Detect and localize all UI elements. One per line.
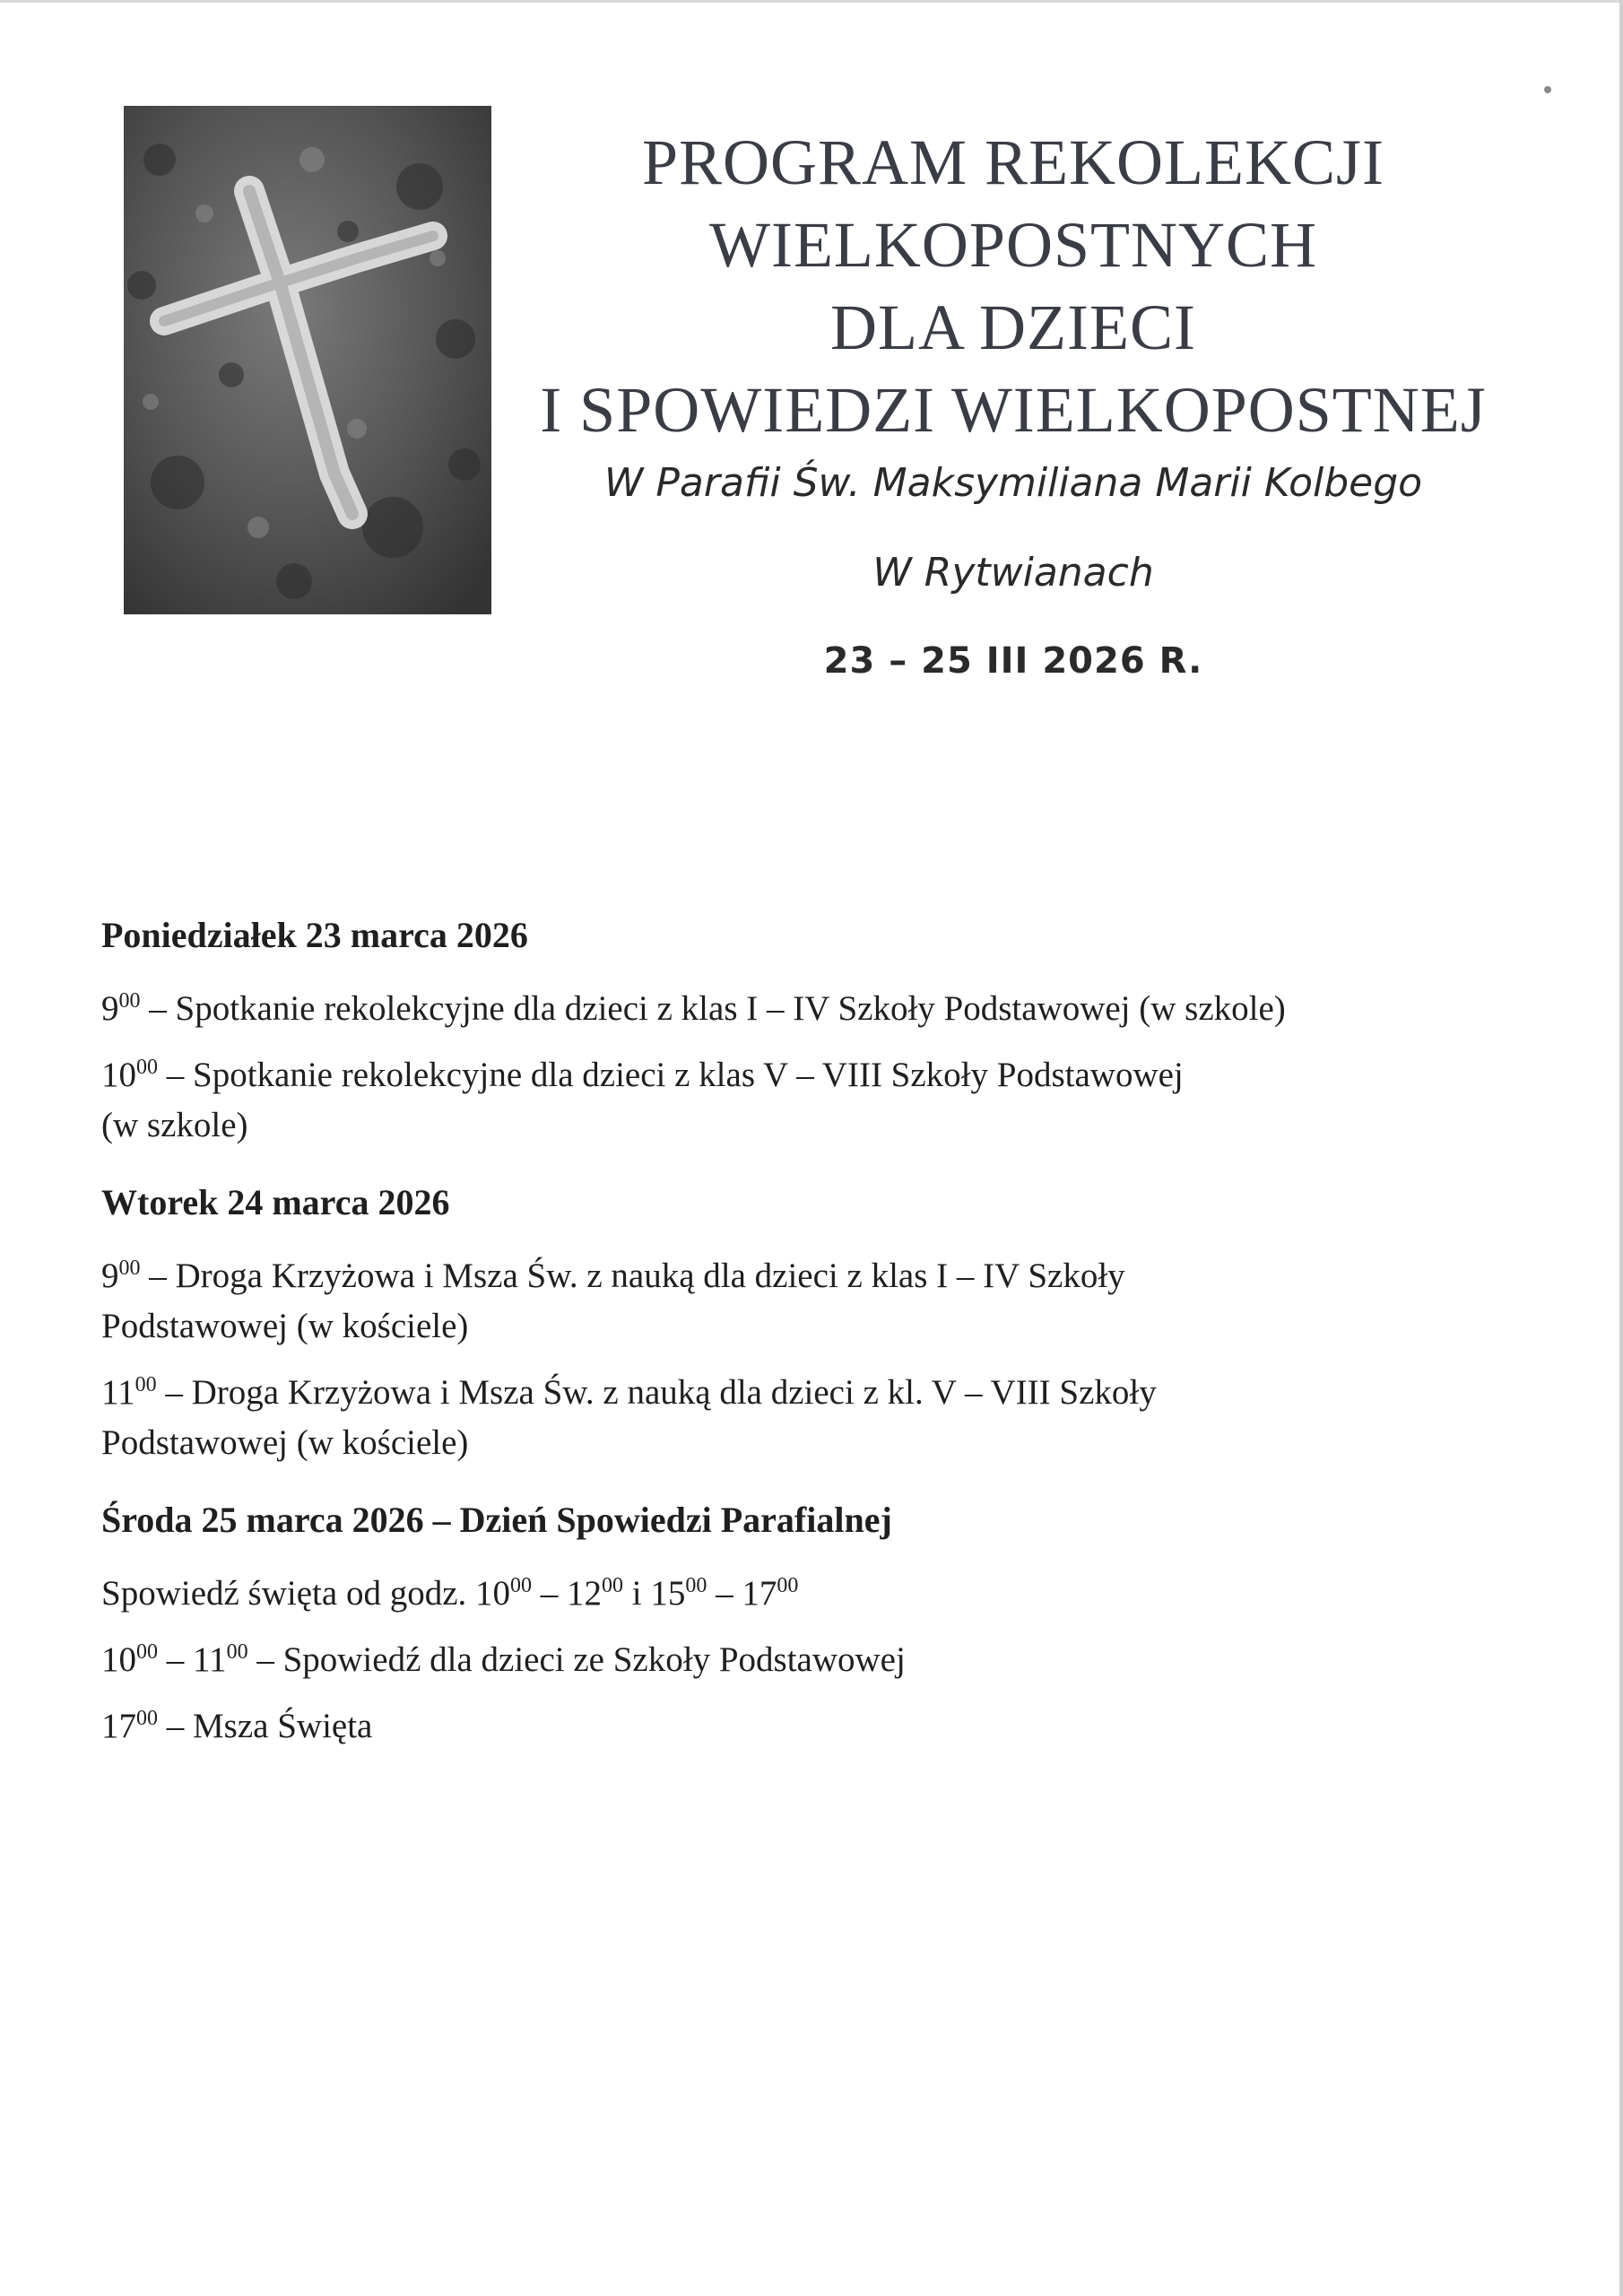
parish-name: W Parafii Św. Maksymiliana Marii Kolbego [603, 460, 1423, 506]
confession-hours [101, 1569, 1536, 1619]
schedule-item [101, 1251, 1536, 1301]
time-hour: 9 [101, 1257, 119, 1295]
schedule-item [101, 984, 1536, 1034]
title-line-1: PROGRAM REKOLEKCJI [641, 126, 1385, 198]
schedule-item [101, 1701, 1536, 1752]
time-minutes: 00 [136, 1707, 158, 1730]
day-heading-tuesday: Wtorek 24 marca 2026 [101, 1182, 450, 1222]
time-hour: 10 [475, 1574, 511, 1613]
time-minutes: 00 [136, 1056, 158, 1079]
cross-in-ash-image [124, 106, 491, 614]
schedule-item-text: – Droga Krzyżowa i Msza Św. z nauką dla dzieci z kl. V – VIII Szkoły [156, 1373, 1157, 1412]
time-hour: 17 [742, 1574, 777, 1613]
schedule-item-continuation: Podstawowej (w kościele) [101, 1307, 469, 1345]
schedule-item-text: – Droga Krzyżowa i Msza Św. z nauką dla dzieci z klas I – IV Szkoły [140, 1257, 1125, 1295]
schedule-item-continuation: (w szkole) [101, 1106, 248, 1144]
title-line-3: DLA DZIECI [830, 291, 1196, 363]
schedule-item-continuation: Podstawowej (w kościele) [101, 1423, 469, 1462]
time-hour: 17 [101, 1707, 136, 1745]
separator: i [623, 1574, 651, 1613]
time-hour: 11 [101, 1373, 135, 1412]
time-minutes: 00 [135, 1373, 157, 1396]
schedule-item-text: – Spotkanie rekolekcyjne dla dzieci z klas V – VIII Szkoły Podstawowej [158, 1056, 1184, 1094]
time-minutes: 00 [602, 1574, 624, 1597]
day-heading-wednesday: Środa 25 marca 2026 – Dzień Spowiedzi Parafialnej [101, 1500, 892, 1540]
schedule-item [101, 1368, 1536, 1418]
time-hour: 10 [101, 1056, 136, 1094]
separator: – [158, 1640, 193, 1679]
title-line-4: I SPOWIEDZI WIELKOPOSTNEJ [540, 374, 1487, 446]
schedule-item [101, 1050, 1536, 1100]
schedule-item-text: – Spotkanie rekolekcyjne dla dzieci z klas I – IV Szkoły Podstawowej (w szkole) [140, 989, 1286, 1028]
schedule-item [101, 1635, 1536, 1685]
title-line-2: WIELKOPOSTNYCH [709, 209, 1317, 281]
confession-prefix: Spowiedź święta od godz. [101, 1574, 476, 1613]
schedule-item-text: – Spowiedź dla dzieci ze Szkoły Podstawowej [247, 1640, 906, 1679]
time-hour: 12 [567, 1574, 603, 1613]
time-hour: 15 [650, 1574, 686, 1613]
time-minutes: 00 [226, 1640, 248, 1664]
separator: – [532, 1574, 568, 1613]
time-minutes: 00 [510, 1574, 533, 1597]
scan-speck [1544, 86, 1551, 93]
scan-edge-right [1619, 0, 1623, 2296]
time-hour: 9 [101, 989, 119, 1028]
time-minutes: 00 [136, 1640, 158, 1664]
retreat-dates: 23 – 25 III 2026 R. [823, 640, 1203, 682]
time-minutes: 00 [685, 1574, 707, 1597]
time-hour: 11 [193, 1640, 227, 1679]
time-hour: 10 [101, 1640, 136, 1679]
scan-edge-top [0, 0, 1623, 3]
title-block [502, 121, 1524, 683]
schedule-item-text: – Msza Święta [158, 1707, 373, 1745]
time-minutes: 00 [777, 1574, 799, 1597]
day-heading-monday: Poniedziałek 23 marca 2026 [101, 915, 528, 955]
separator: – [707, 1574, 742, 1613]
time-minutes: 00 [118, 989, 141, 1013]
time-minutes: 00 [118, 1257, 141, 1280]
parish-location: W Rytwianach [872, 550, 1154, 596]
schedule [101, 910, 1536, 1752]
